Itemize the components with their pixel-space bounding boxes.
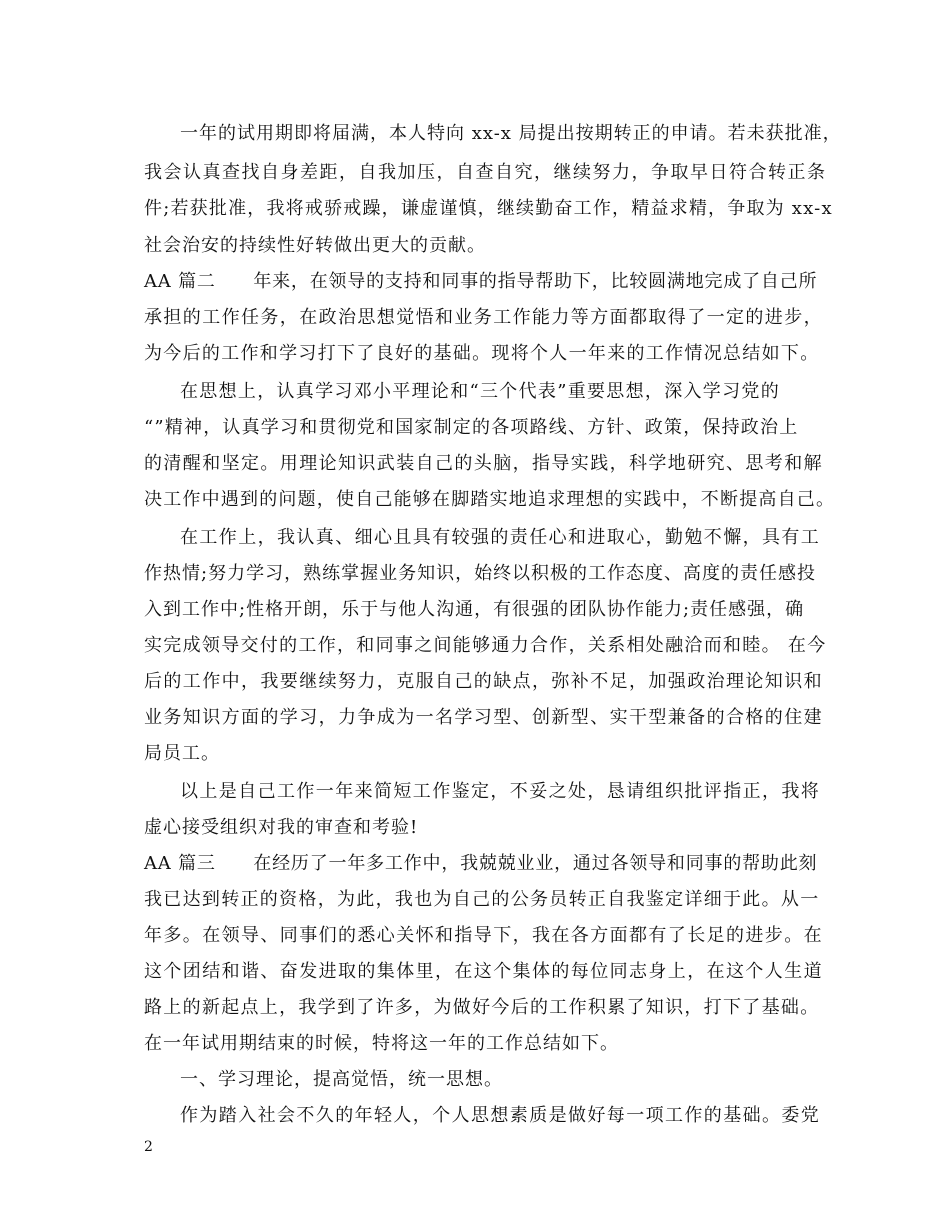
text-line: 局员工。 bbox=[144, 743, 220, 764]
text-line: AA 篇三 在经历了一年多工作中，我兢兢业业，通过各领导和同事的帮助此刻 bbox=[144, 853, 818, 874]
text-line: 我会认真查找自身差距，自我加压，自查自究，继续努力，争取早日符合转正条 bbox=[144, 162, 827, 183]
text-line: 一、学习理论，提高觉悟，统一思想。 bbox=[180, 1069, 503, 1090]
text-line: AA 篇二 年来，在领导的支持和同事的指导帮助下，比较圆满地完成了自己所 bbox=[144, 271, 818, 292]
text-line: 的清醒和坚定。用理论知识武装自己的头脑，指导实践，科学地研究、思考和解 bbox=[144, 453, 823, 474]
text-line: 这个团结和谐、奋发进取的集体里，在这个集体的每位同志身上，在这个人生道 bbox=[144, 961, 823, 982]
text-line: 以上是自己工作一年来简短工作鉴定，不妥之处，恳请组织批评指正，我将 bbox=[180, 781, 821, 802]
text-line: 入到工作中;性格开朗，乐于与他人沟通，有很强的团队协作能力;责任感强，确 bbox=[144, 599, 805, 620]
text-line: “”精神，认真学习和贯彻党和国家制定的各项路线、方针、政策，保持政治上 bbox=[144, 417, 799, 438]
text-line: 在一年试用期结束的时候，特将这一年的工作总结如下。 bbox=[144, 1033, 619, 1054]
text-line: 年多。在领导、同事们的悉心关怀和指导下，我在各方面都有了长足的进步。在 bbox=[144, 925, 823, 946]
text-line: 一年的试用期即将届满，本人特向 xx-x 局提出按期转正的申请。若未获批准， bbox=[180, 123, 842, 144]
text-line: 在思想上，认真学习邓小平理论和“三个代表”重要思想，深入学习党的 bbox=[180, 381, 781, 402]
text-line: 后的工作中，我要继续努力，克服自己的缺点，弥补不足，加强政治理论知识和 bbox=[144, 671, 823, 692]
text-line: 我已达到转正的资格，为此，我也为自己的公务员转正自我鉴定详细于此。从一 bbox=[144, 889, 820, 910]
text-line: 作热情;努力学习，熟练掌握业务知识，始终以积极的工作态度、高度的责任感投 bbox=[144, 563, 817, 584]
text-line: 虚心接受组织对我的审查和考验! bbox=[144, 817, 419, 838]
text-line: 实完成领导交付的工作，和同事之间能够通力合作，关系相处融洽而和睦。 在今 bbox=[144, 635, 827, 656]
text-line: 承担的工作任务，在政治思想觉悟和业务工作能力等方面都取得了一定的进步， bbox=[144, 307, 823, 328]
text-line: 路上的新起点上，我学到了许多，为做好今后的工作积累了知识，打下了基础。 bbox=[144, 997, 820, 1018]
text-line: 在工作上，我认真、细心且具有较强的责任心和进取心，勤勉不懈，具有工 bbox=[180, 527, 821, 548]
text-line: 决工作中遇到的问题，使自己能够在脚踏实地追求理想的实践中，不断提高自己。 bbox=[144, 489, 836, 510]
text-line: 作为踏入社会不久的年轻人，个人思想素质是做好每一项工作的基础。委党 bbox=[180, 1105, 821, 1126]
text-line: 为今后的工作和学习打下了良好的基础。现将个人一年来的工作情况总结如下。 bbox=[144, 343, 820, 364]
text-line: 件;若获批准，我将戒骄戒躁，谦虚谨慎，继续勤奋工作，精益求精，争取为 xx-x bbox=[144, 198, 833, 219]
page-number: 2 bbox=[144, 1139, 153, 1155]
text-line: 社会治安的持续性好转做出更大的贡献。 bbox=[144, 235, 486, 256]
text-line: 业务知识方面的学习，力争成为一名学习型、创新型、实干型兼备的合格的住建 bbox=[144, 707, 823, 728]
